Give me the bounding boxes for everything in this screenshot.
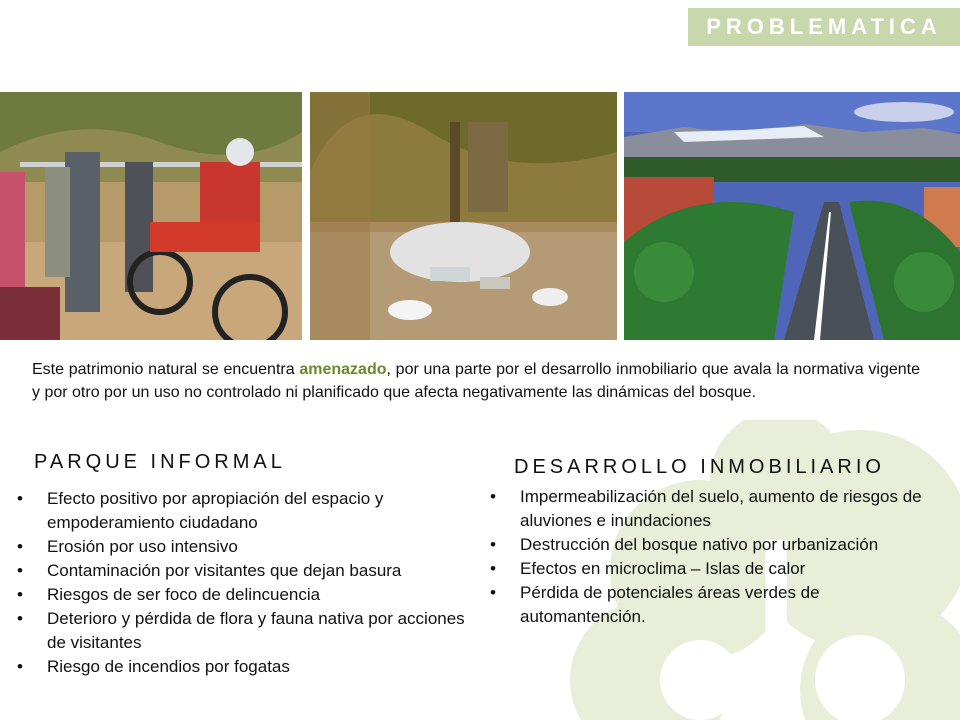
list-item: • Efecto positivo por apropiación del espacio y empoderamiento ciudadano [17, 489, 384, 532]
bullet-icon: • [490, 583, 496, 602]
intro-paragraph [32, 358, 920, 404]
bullet-icon: • [490, 535, 496, 554]
page-title: PROBLEMATICA [706, 14, 942, 39]
list-item: • Deterioro y pérdida de flora y fauna nativa por acciones de visitantes [17, 609, 465, 652]
list-item: • Efectos en microclima – Islas de calor [488, 557, 948, 581]
list-parque-informal [15, 487, 475, 679]
bullet-icon: • [17, 657, 23, 676]
photo-trash-garbage [310, 92, 617, 340]
list-item: • Erosión por uso intensivo [15, 535, 475, 559]
list-item: • Contaminación por visitantes que dejan basura [15, 559, 475, 583]
bullet-icon: • [17, 609, 23, 628]
bullet-icon: • [490, 487, 496, 506]
intro-text-before: Este patrimonio natural se encuentra [32, 361, 300, 378]
heading-parque-informal: PARQUE INFORMAL [34, 451, 286, 473]
list-item: • Impermeabilización del suelo, aumento de riesgos de aluviones e inundaciones [490, 487, 922, 530]
list-item: • Riesgos de ser foco de delincuencia [15, 583, 475, 607]
photo-visitors-motorbike [0, 92, 302, 340]
bullet-icon: • [17, 489, 23, 508]
bullet-icon: • [17, 537, 23, 556]
list-item: • Destrucción del bosque nativo por urbanización [488, 533, 948, 557]
list-item: • Pérdida de potenciales áreas verdes de automantención. [490, 583, 820, 626]
list-desarrollo-inmobiliario [488, 485, 948, 629]
list-item: • Riesgo de incendios por fogatas [15, 655, 475, 679]
bullet-icon: • [17, 585, 23, 604]
heading-desarrollo-inmobiliario: DESARROLLO INMOBILIARIO [514, 456, 885, 478]
bullet-icon: • [490, 559, 496, 578]
page-title-badge [688, 8, 960, 46]
intro-highlight: amenazado [299, 361, 387, 378]
intro-text-after: , por una parte por el desarrollo inmobiliario que avala la normativa vigente y por otro por un uso no controlado ni planificado que afecta negativamente las dinámicas del bosque. [32, 361, 920, 401]
bullet-icon: • [17, 561, 23, 580]
photo-housing-development [624, 92, 960, 340]
